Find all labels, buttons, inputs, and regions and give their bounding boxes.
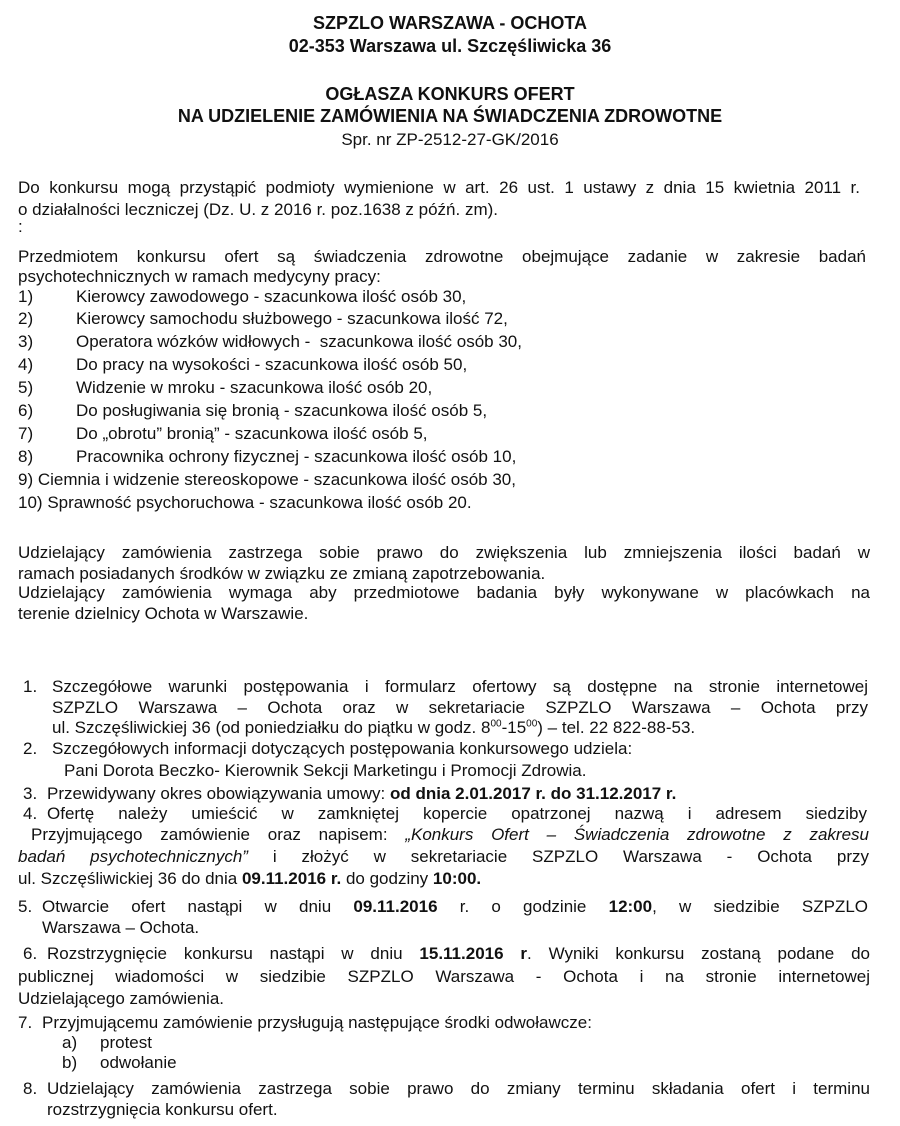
reserve-line3: Udzielający zamówienia wymaga aby przedmiotowe badania były wykonywane w placówkach na [18, 583, 870, 602]
condition-1-text: -15 [501, 718, 527, 737]
condition-1-line2: SZPZLO Warszawa – Ochota oraz w sekretariacie SZPZLO Warszawa – Ochota przy [52, 698, 868, 717]
org-address: 02-353 Warszawa ul. Szczęśliwicka 36 [288, 36, 612, 56]
exam-number: 5) [18, 378, 34, 397]
exam-number: 10) [18, 493, 43, 512]
exam-number: 9) [18, 470, 34, 489]
condition-6-text: . Wyniki konkursu zostaną podane do [527, 944, 870, 963]
exam-number: 8) [18, 447, 34, 466]
condition-5-text: Otwarcie ofert nastąpi w dniu [42, 897, 354, 916]
resolution-date: 15.11.2016 r [419, 944, 528, 963]
condition-4-text: ul. Szczęśliwickiej 36 do dnia [18, 869, 242, 888]
exam-text: Do „obrotu” bronią” - szacunkowa ilość osób 5, [76, 424, 428, 443]
condition-1-line1: Szczegółowe warunki postępowania i formularz ofertowy są dostępne na stronie internetowej [52, 677, 868, 696]
condition-number: 3. [23, 784, 38, 803]
remedy-item-number: b) [62, 1053, 78, 1072]
condition-5-line1 [42, 896, 868, 917]
reserve-line2: ramach posiadanych środków w związku ze zmianą zapotrzebowania. [18, 564, 546, 583]
exam-text: Ciemnia i widzenie stereoskopowe - szacunkowa ilość osób 30, [37, 470, 516, 489]
condition-4-line2 [31, 824, 869, 845]
exam-text: Kierowcy samochodu służbowego - szacunkowa ilość 72, [76, 309, 508, 328]
org-name: SZPZLO WARSZAWA - OCHOTA [313, 13, 587, 33]
contract-period: od dnia 2.01.2017 r. do 31.12.2017 r. [389, 784, 677, 803]
condition-4-label: „Konkurs Ofert – Świadczenia zdrowotne z zakresu [405, 825, 869, 844]
announce-title-line1: OGŁASZA KONKURS OFERT [325, 84, 575, 104]
condition-number: 8. [23, 1079, 38, 1098]
exam-text: Kierowcy zawodowego - szacunkowa ilość osób 30, [76, 287, 467, 306]
intro-colon: : [18, 217, 23, 236]
remedy-item-appeal: odwołanie [100, 1053, 177, 1072]
condition-6-line3: Udzielającego zamówienia. [18, 989, 225, 1008]
exam-item [18, 493, 472, 513]
subject-line1: Przedmiotem konkursu ofert są świadczenia zdrowotne obejmujące zadanie w zakresie badań [18, 247, 866, 266]
exam-text: Pracownika ochrony fizycznej - szacunkowa ilość osób 10, [76, 447, 517, 466]
condition-4-text: Przyjmującego zamówienie oraz napisem: [31, 825, 406, 844]
announce-title-line2: NA UDZIELENIE ZAMÓWIENIA NA ŚWIADCZENIA ZDROWOTNE [177, 106, 723, 126]
condition-2-line1: Szczegółowych informacji dotyczących postępowania konkursowego udziela: [52, 739, 633, 758]
condition-6-line2: publicznej wiadomości w siedzibie SZPZLO Warszawa - Ochota i na stronie internetowej [18, 967, 870, 986]
exam-text: Do posługiwania się bronią - szacunkowa ilość osób 5, [76, 401, 488, 420]
condition-number: 6. [23, 944, 38, 963]
condition-4-text: do godziny [341, 869, 433, 888]
condition-number: 4. [23, 804, 38, 823]
deadline-date: 09.11.2016 r. [241, 869, 342, 888]
condition-1-text: ul. Szczęśliwickiej 36 (od poniedziałku do piątku w godz. 8 [52, 718, 491, 737]
condition-5-line2: Warszawa – Ochota. [42, 918, 200, 937]
condition-number: 7. [18, 1013, 33, 1032]
opening-time: 12:00 [608, 897, 653, 916]
condition-2-line2: Pani Dorota Beczko- Kierownik Sekcji Marketingu i Promocji Zdrowia. [64, 761, 587, 780]
condition-4-line4 [18, 868, 481, 889]
condition-3-text: Przewidywany okres obowiązywania umowy: [47, 784, 390, 803]
reserve-line1: Udzielający zamówienia zastrzega sobie prawo do zwiększenia lub zmniejszenia ilości badań w [18, 543, 870, 562]
exam-text: Operatora wózków widłowych - szacunkowa ilość osób 30, [76, 332, 522, 351]
exam-text: Sprawność psychoruchowa - szacunkowa ilość osób 20. [47, 493, 472, 512]
deadline-time: 10:00. [432, 869, 482, 888]
condition-8-line2: rozstrzygnięcia konkursu ofert. [47, 1100, 278, 1119]
exam-number: 4) [18, 355, 34, 374]
condition-number: 2. [23, 739, 38, 758]
case-number: Spr. nr ZP-2512-27-GK/2016 [341, 130, 559, 149]
condition-8-line1: Udzielający zamówienia zastrzega sobie prawo do zmiany terminu składania ofert i terminu [47, 1079, 870, 1098]
reserve-line4: terenie dzielnicy Ochota w Warszawie. [18, 604, 309, 623]
exam-item [18, 470, 516, 490]
exam-number: 6) [18, 401, 34, 420]
subject-line2: psychotechnicznych w ramach medycyny pracy: [18, 267, 381, 286]
condition-6-line1 [47, 943, 870, 964]
exam-number: 1) [18, 287, 34, 306]
condition-7-line: Przyjmującemu zamówienie przysługują następujące środki odwoławcze: [42, 1013, 592, 1032]
exam-text: Do pracy na wysokości - szacunkowa ilość osób 50, [76, 355, 468, 374]
condition-4-label: badań psychotechnicznych” [18, 847, 248, 866]
condition-3-line [47, 783, 676, 804]
hour-superscript: 00 [490, 718, 502, 730]
remedy-item-number: a) [62, 1033, 78, 1052]
exam-number: 3) [18, 332, 34, 351]
condition-5-text: r. o godzinie [437, 897, 609, 916]
intro-line1: Do konkursu mogą przystąpić podmioty wymienione w art. 26 ust. 1 ustawy z dnia 15 kwietnia 2011 r. [18, 178, 860, 197]
exam-number: 2) [18, 309, 34, 328]
condition-4-line1: Ofertę należy umieścić w zamkniętej kopercie opatrzonej nazwą i adresem siedziby [47, 804, 867, 823]
condition-1-phone: ) – tel. 22 822-88-53. [537, 718, 696, 737]
condition-number: 1. [23, 677, 38, 696]
hour-superscript: 00 [526, 718, 538, 730]
remedy-item-protest: protest [100, 1033, 152, 1052]
condition-1-line3 [52, 717, 695, 738]
condition-number: 5. [18, 897, 33, 916]
condition-5-text: , w siedzibie SZPZLO [652, 897, 868, 916]
opening-date: 09.11.2016 [353, 897, 438, 916]
condition-6-text: Rozstrzygnięcie konkursu nastąpi w dniu [47, 944, 420, 963]
condition-4-line3 [18, 846, 869, 867]
exam-text: Widzenie w mroku - szacunkowa ilość osób 20, [76, 378, 433, 397]
exam-number: 7) [18, 424, 34, 443]
condition-4-text: i złożyć w sekretariacie SZPZLO Warszawa - Ochota przy [247, 847, 870, 866]
intro-line2: o działalności leczniczej (Dz. U. z 2016 r. poz.1638 z późń. zm). [18, 200, 498, 219]
